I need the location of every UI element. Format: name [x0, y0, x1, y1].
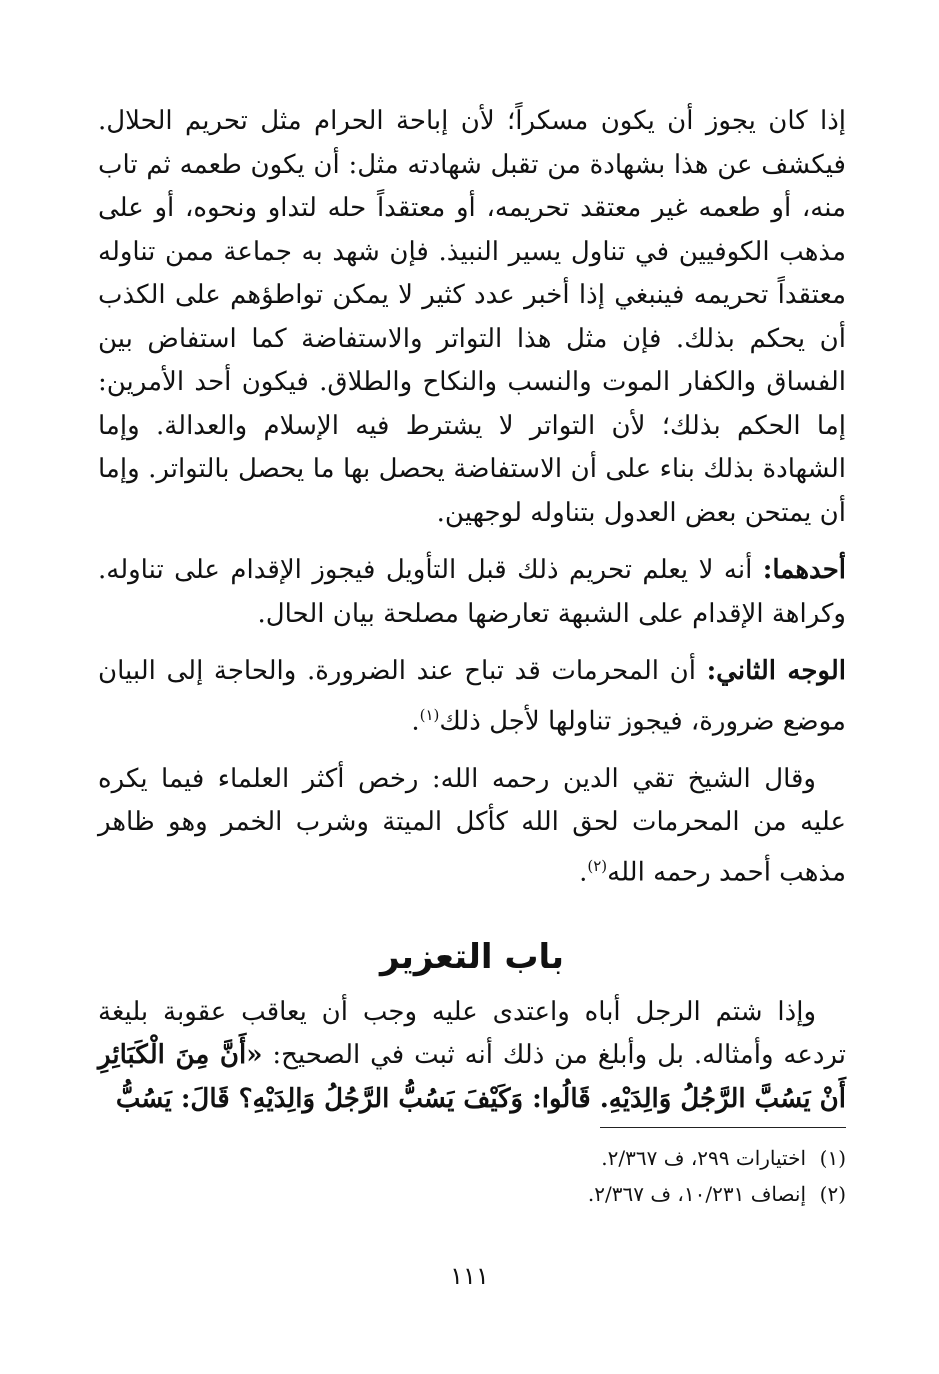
page-number: ١١١	[450, 1262, 489, 1290]
paragraph-2-text: أنه لا يعلم تحريم ذلك قبل التأويل فيجوز الإقدام على تناوله. وكراهة الإقدام على الشبهة تعارضها مصلحة بيان الحال.	[98, 555, 846, 629]
paragraph-4-text: وقال الشيخ تقي الدين رحمه الله: رخص أكثر العلماء فيما يكره عليه من المحرمات لحق الله كأكل الميتة وشرب الخمر وهو ظاهر مذهب أحمد رحمه الله	[98, 763, 846, 888]
footnote-number: (١)	[819, 1146, 846, 1170]
footnote-ref-1[interactable]: (١)	[419, 705, 440, 724]
footnote-1	[588, 1140, 846, 1176]
paragraph-2-lead: أحدهما:	[762, 555, 846, 585]
footnote-text: اختيارات ٢٩٩، ف ٢/٣٦٧.	[601, 1146, 806, 1170]
paragraph-3: الوجه الثاني: أن المحرمات قد تباح عند الضرورة. والحاجة إلى البيان موضع ضرورة، فيجوز تناولها لأجل ذلك$^{(١)}$.	[98, 656, 846, 737]
footnote-text: إنصاف ١٠/٢٣١، ف ٢/٣٦٧.	[587, 1182, 806, 1206]
footnote-divider	[600, 1127, 846, 1128]
paragraph-3-lead: الوجه الثاني:	[706, 656, 846, 686]
paragraph-1: إذا كان يجوز أن يكون مسكراً؛ لأن إباحة الحرام مثل تحريم الحلال. فيكشف عن هذا بشهادة من تقبل شهادته مثل: أن يكون طعمه ثم تاب منه، أو طعمه غير معتقد تحريمه، أو معتقداً حله لتداو ونحوه، أو على مذهب الكوفيين في تناول يسير النبيذ. فإن شهد به جماعة ممن تناوله معتقداً تحريمه فينبغي إذا أخبر عدد كثير لا يمكن تواطؤهم على الكذب أن يحكم بذلك. فإن مثل هذا التواتر والاستفاضة كما استفاض بين الفساق والكفار الموت والنسب والنكاح والطلاق. فيكون أحد الأمرين: إما الحكم بذلك؛ لأن التواتر لا يشترط فيه الإسلام والعدالة. وإما الشهادة بذلك بناء على أن الاستفاضة يحصل بها ما يحصل بالتواتر. وإما أن يمتحن بعض العدول بتناوله لوجهين.	[98, 106, 846, 528]
paragraph-5	[98, 991, 846, 1122]
page-body	[98, 100, 846, 1121]
paragraph-5-text: وإذا شتم الرجل أباه واعتدى عليه وجب أن يعاقب عقوبة بليغة تردعه وأمثاله. بل وأبلغ من ذلك أنه ثبت في الصحيح:	[98, 996, 846, 1071]
footnote-number: (٢)	[819, 1182, 846, 1206]
paragraph-4: وقال الشيخ تقي الدين رحمه الله: رخص أكثر العلماء فيما يكره عليه من المحرمات لحق الله كأكل الميتة وشرب الخمر وهو ظاهر مذهب أحمد رحمه الله$^{(٢)}$.	[98, 763, 846, 888]
paragraph-2	[98, 549, 846, 636]
footnotes	[588, 1140, 846, 1212]
footnote-ref-2[interactable]: (٢)	[587, 856, 608, 875]
section-heading: باب التعزير	[379, 936, 565, 977]
paragraph-3-text: أن المحرمات قد تباح عند الضرورة. والحاجة إلى البيان موضع ضرورة، فيجوز تناولها لأجل ذلك	[98, 656, 846, 737]
hadith-quote: «أَنَّ مِنَ الْكَبَائِرِ أَنْ يَسُبَّ الرَّجُلُ وَالِدَيْهِ. قَالُوا: وَكَيْفَ يَسُبُّ الرَّجُلُ وَالِدَيْهِ؟ قَالَ: يَسُبُّ	[98, 1040, 846, 1114]
footnote-2	[588, 1176, 846, 1212]
